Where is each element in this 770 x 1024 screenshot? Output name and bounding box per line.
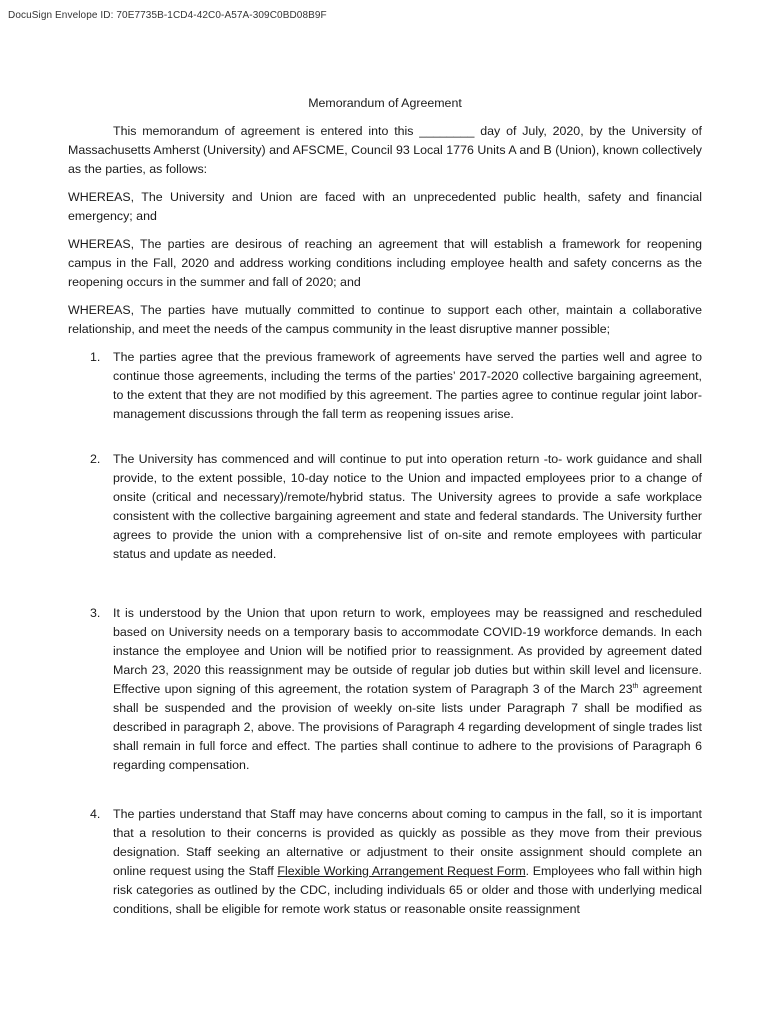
term-text: The University has commenced and will continue to put into operation return -to- work guidance and shall provide, to the extent possible, 10-day notice to the Union and impacted employees prior to a change of onsite (critical and necessary)/remote/hybrid status. The University agrees to provide a safe workplace consistent with the collective bargaining agreement and state and federal standards. The University further agrees to provide the union with a comprehensive list of on-site and remote employees with particular status and update as needed. (113, 452, 702, 561)
term-text-part-b: . Employees who fall within high risk categories as outlined by the CDC, including individuals 65 or older and those with underlying medical conditions, shall be eligible for remote work status or reasonable onsite reassignment (113, 864, 702, 916)
agreement-term-4 (68, 805, 702, 919)
whereas-clause-2: WHEREAS, The parties are desirous of reaching an agreement that will establish a framework for reopening campus in the Fall, 2020 and address working conditions including employee health and safety concerns as the reopening occurs in the summer and fall of 2020; and (68, 237, 702, 289)
intro-paragraph: This memorandum of agreement is entered into this ________ day of July, 2020, by the University of Massachusetts Amherst (University) and AFSCME, Council 93 Local 1776 Units A and B (Union), known collectively as the parties, as follows: (68, 124, 702, 176)
term-number: 2. (90, 452, 101, 466)
whereas-clause-1: WHEREAS, The University and Union are faced with an unprecedented public health, safety and financial emergency; and (68, 190, 702, 223)
document-title: Memorandum of Agreement (308, 96, 462, 110)
whereas-clause-3: WHEREAS, The parties have mutually committed to continue to support each other, maintain a collaborative relationship, and meet the needs of the campus community in the least disruptive manner possible; (68, 303, 702, 336)
term-text: The parties agree that the previous framework of agreements have served the parties well and agree to continue those agreements, including the terms of the parties’ 2017-2020 collective bargaining agreement, to the extent that they are not modified by this agreement. The parties agree to continue regular joint labor-management discussions through the fall term as reopening issues arise. (113, 350, 702, 421)
term-text-part-b: agreement shall be suspended and the provision of weekly on-site lists under Paragraph 7 shall be modified as described in paragraph 2, above. The provisions of Paragraph 4 regarding development of single trades list shall remain in full force and effect. The parties shall continue to adhere to the provisions of Paragraph 6 regarding compensation. (113, 682, 702, 772)
term-number: 4. (90, 807, 101, 821)
term-number: 1. (90, 350, 101, 364)
flexible-working-arrangement-form-link[interactable]: Flexible Working Arrangement Request Form (277, 864, 526, 878)
term-text-part-a: It is understood by the Union that upon return to work, employees may be reassigned and rescheduled based on University needs on a temporary basis to accommodate COVID-19 workforce demands. In each instance the employee and Union will be notified prior to reassignment. As provided by agreement dated March 23, 2020 this reassignment may be outside of regular job duties but within skill level and licensure. Effective upon signing of this agreement, the rotation system of Paragraph 3 of the March 23 (113, 606, 702, 696)
agreement-terms-list (68, 348, 702, 919)
term-number: 3. (90, 606, 101, 620)
memorandum-page (68, 94, 702, 919)
agreement-term-1 (68, 348, 702, 424)
agreement-term-2 (68, 450, 702, 564)
term-text-part-a: The parties understand that Staff may have concerns about coming to campus in the fall, so it is important that a resolution to their concerns is provided as quickly as possible as they move from their previous designation. Staff seeking an alternative or adjustment to their onsite assignment should complete an online request using the Staff (113, 807, 702, 878)
docusign-envelope-id: DocuSign Envelope ID: 70E7735B-1CD4-42C0-A57A-309C0BD08B9F (8, 10, 327, 21)
agreement-term-3 (68, 604, 702, 775)
ordinal-superscript: th (632, 682, 639, 690)
